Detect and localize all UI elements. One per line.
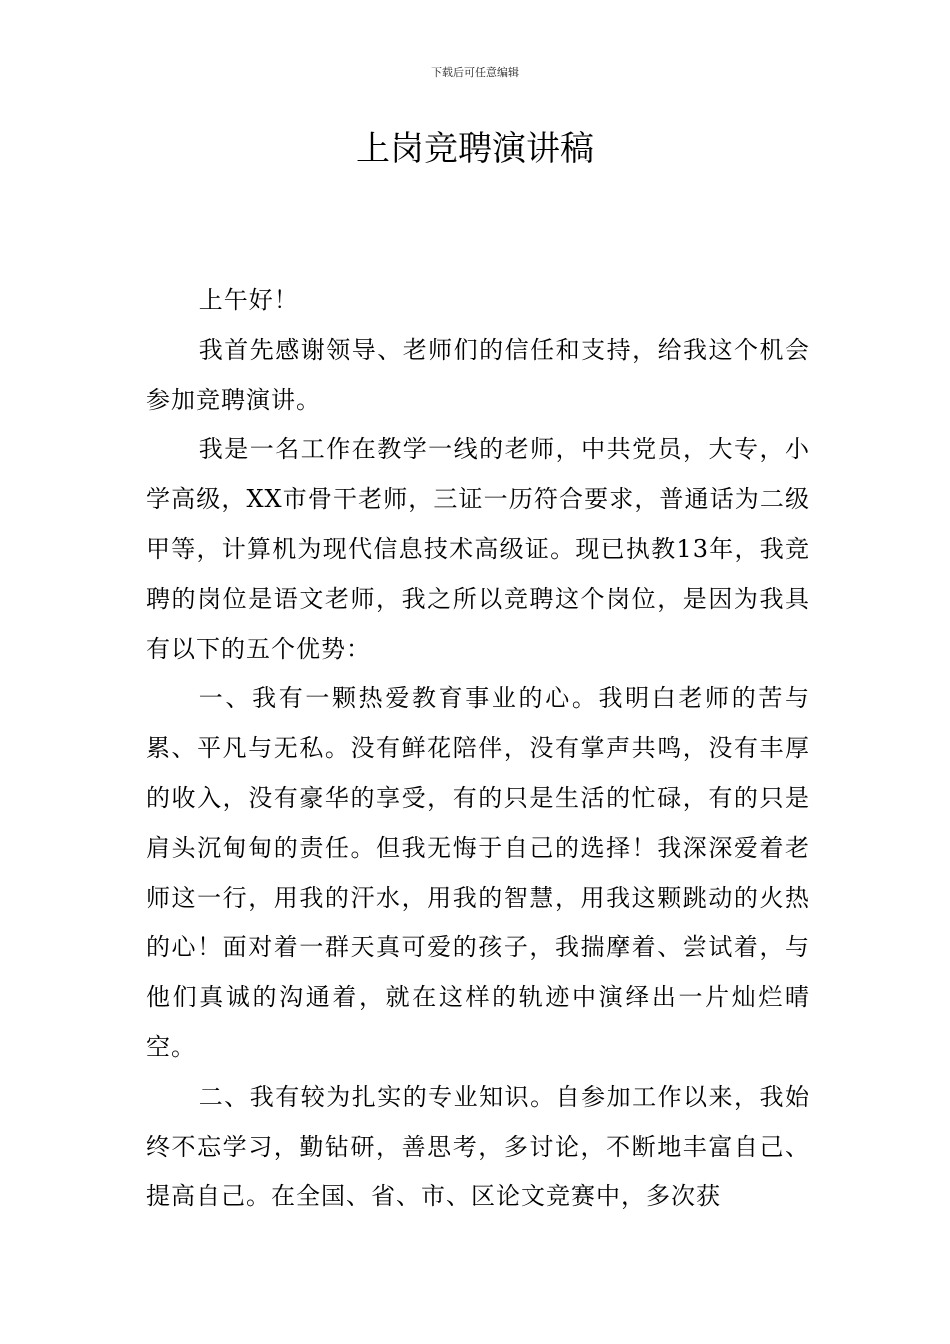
paragraph-greeting: 上午好！ (198, 286, 299, 314)
paragraph-introduction: 我是一名工作在教学一线的老师，中共党员，大专，小学高级，XX市骨干老师，三证一历符合要求，普通话为二级甲等，计算机为现代信息技术高级证。现已执教13年，我竞聘的岗位是语文老师，我之所以竞聘这个岗位，是因为我具有以下的五个优势： (146, 435, 810, 663)
paragraph-advantage-one: 一、我有一颗热爱教育事业的心。我明白老师的苦与累、平凡与无私。没有鲜花陪伴，没有掌声共鸣，没有丰厚的收入，没有豪华的享受，有的只是生活的忙碌，有的只是肩头沉甸甸的责任。但我无悔于自己的选择！我深深爱着老师这一行，用我的汗水，用我的智慧，用我这颗跳动的火热的心！面对着一群天真可爱的孩子，我揣摩着、尝试着，与他们真诚的沟通着，就在这样的轨迹中演绎出一片灿烂晴空。 (146, 684, 810, 1061)
document-title: 上岗竞聘演讲稿 (356, 129, 594, 169)
paragraph-advantage-two: 二、我有较为扎实的专业知识。自参加工作以来，我始终不忘学习，勤钻研，善思考，多讨论，不断地丰富自己、提高自己。在全国、省、市、区论文竞赛中，多次获 (146, 1082, 810, 1211)
paragraph-thanks: 我首先感谢领导、老师们的信任和支持，给我这个机会参加竞聘演讲。 (146, 335, 810, 414)
header-note: 下载后可任意编辑 (431, 66, 519, 79)
document-body (146, 276, 810, 1222)
